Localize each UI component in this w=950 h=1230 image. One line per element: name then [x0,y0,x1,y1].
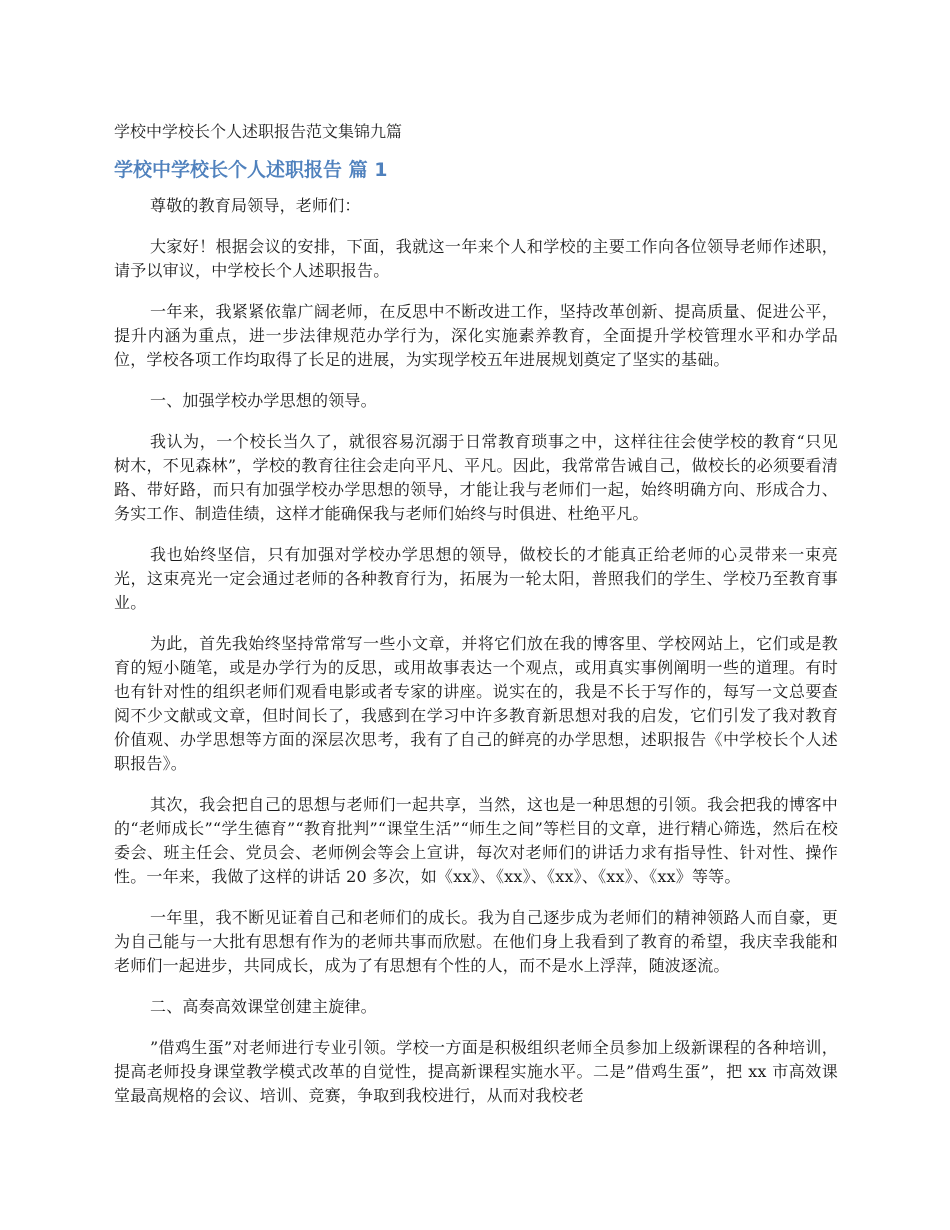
paragraph-body: 为此，首先我始终坚持常常写一些小文章，并将它们放在我的博客里、学校网站上，它们或是教育的短小随笔，或是办学行为的反思，或用故事表达一个观点，或用真实事例阐明一些的道理。有时也有针对性的组织老师们观看电影或者专家的讲座。说实在的，我是不长于写作的，每写一文总要查阅不少文献或文章，但时间长了，我感到在学习中许多教育新思想对我的启发，它们引发了我对教育价值观、办学思想等方面的深层次思考，我有了自己的鲜亮的办学思想，述职报告《中学校长个人述职报告》。 [114,634,838,773]
document-page [114,120,838,1125]
paragraph-subheading-1: 一、加强学校办学思想的领导。 [150,391,377,410]
paragraph-body: 我也始终坚信，只有加强对学校办学思想的领导，做校长的才能真正给老师的心灵带来一束亮光，这束亮光一定会通过老师的各种教育行为，拓展为一轮太阳，普照我们的学生、学校乃至教育事业。 [114,545,838,612]
paragraph-summary: 一年来，我紧紧依靠广阔老师，在反思中不断改进工作，坚持改革创新、提高质量、促进公平，提升内涵为重点，进一步法律规范办学行为，深化实施素养教育，全面提升学校管理水平和办学品位，学校各项工作均取得了长足的进展，为实现学校五年进展规划奠定了坚实的基础。 [114,302,838,369]
paragraph-body: ”借鸡生蛋”对老师进行专业引领。学校一方面是积极组织老师全员参加上级新课程的各种培训，提高老师投身课堂教学模式改革的自觉性，提高新课程实施水平。二是”借鸡生蛋”，把 xx 市高效课堂最高规格的会议、培训、竞赛，争取到我校进行，从而对我校老 [114,1038,838,1105]
paragraph-body: 我认为，一个校长当久了，就很容易沉溺于日常教育琐事之中，这样往往会使学校的教育“只见树木，不见森林”，学校的教育往往会走向平凡、平凡。因此，我常常告诫自己，做校长的必须要看清路、带好路，而只有加强学校办学思想的领导，才能让我与老师们一起，始终明确方向、形成合力、务实工作、制造佳绩，这样才能确保我与老师们始终与时俱进、杜绝平凡。 [114,432,838,523]
paragraph-subheading-2: 二、高奏高效课堂创建主旋律。 [150,997,377,1016]
paragraph-body: 一年里，我不断见证着自己和老师们的成长。我为自己逐步成为老师们的精神领路人而自豪，更为自己能与一大批有思想有作为的老师共事而欣慰。在他们身上我看到了教育的希望，我庆幸我能和老师们一起进步，共同成长，成为了有思想有个性的人，而不是水上浮萍，随波逐流。 [114,908,838,975]
paragraph-body: 其次，我会把自己的思想与老师们一起共享，当然，这也是一种思想的引领。我会把我的博客中的“老师成长”“学生德育”“教育批判”“课堂生活”“师生之间”等栏目的文章，进行精心筛选，然后在校委会、班主任会、党员会、老师例会等会上宣讲，每次对老师们的讲话力求有指导性、针对性、操作性。一年来，我做了这样的讲话 20 多次，如《xx》、《xx》、《xx》、《xx》、《xx》等等。 [114,795,838,886]
paragraph-opening: 大家好！根据会议的安排，下面，我就这一年来个人和学校的主要工作向各位领导老师作述职，请予以审议，中学校长个人述职报告。 [114,237,838,280]
document-title: 学校中学校长个人述职报告范文集锦九篇 [114,122,403,141]
section-heading: 学校中学校长个人述职报告 篇 1 [114,159,388,181]
paragraph-greeting: 尊敬的教育局领导，老师们： [150,196,361,215]
